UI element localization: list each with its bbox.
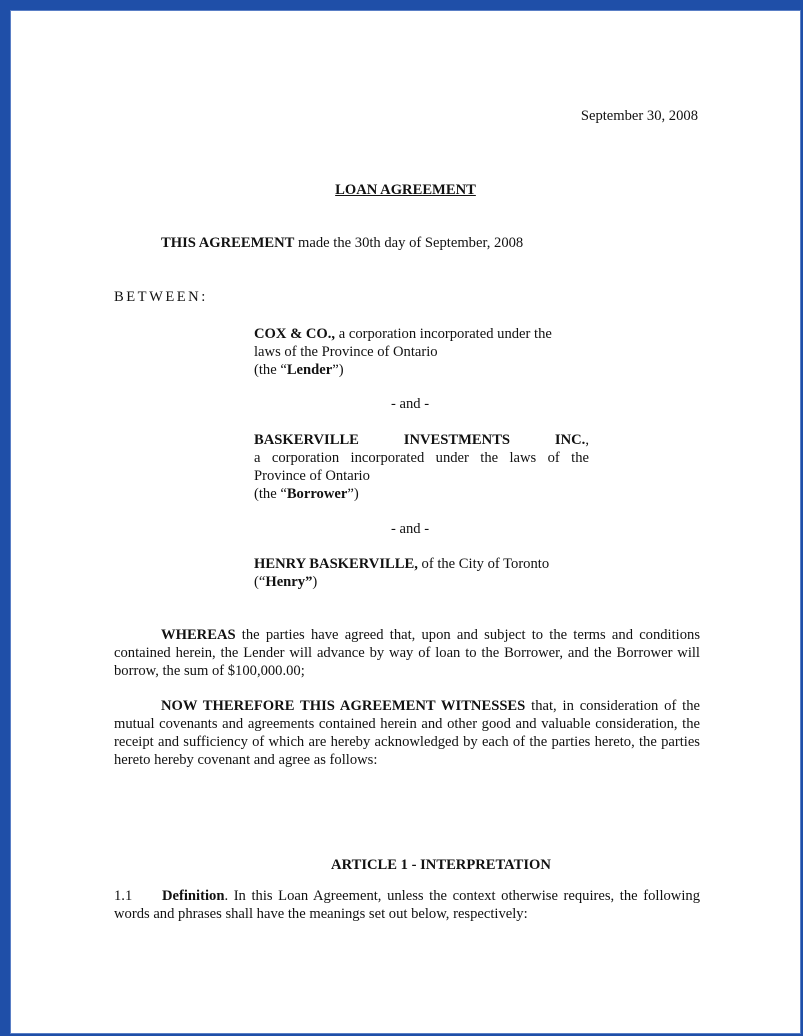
henry-role-open: (“ [254, 574, 266, 590]
whereas-paragraph [114, 626, 700, 680]
section-number: 1.1 [114, 888, 133, 904]
lender-role-close: ”) [332, 362, 344, 378]
agreement-made-bold: THIS AGREEMENT [161, 235, 295, 251]
section-1-1-paragraph [114, 887, 700, 923]
borrower-block [254, 431, 589, 503]
lender-name: COX & CO., [254, 326, 336, 342]
document-page [10, 10, 801, 1034]
borrower-role-open: (the “ [254, 486, 287, 502]
section-heading: Definition [162, 888, 225, 904]
agreement-made-line [161, 234, 523, 252]
lender-desc-2: laws of the Province of Ontario [254, 344, 438, 360]
lender-role: Lender [286, 362, 333, 378]
henry-block [254, 555, 589, 591]
borrower-desc: , a corporation incorporated under the laws of the Province of Ontario [254, 432, 589, 484]
whereas-text: the parties have agreed that, upon and subject to the terms and conditions contained herein, the Lender will advance by way of loan to the Borrower, and the Borrower will borrow, the sum of $100,000.00; [114, 627, 700, 679]
document-title: LOAN AGREEMENT [335, 182, 476, 198]
henry-desc: of the City of Toronto [417, 556, 550, 572]
section-text: . In this Loan Agreement, unless the context otherwise requires, the following words and phrases shall have the meanings set out below, respectively: [114, 888, 700, 922]
now-therefore-text: that, in consideration of the mutual covenants and agreements contained herein and other good and valuable consideration, the receipt and sufficiency of which are hereby acknowledged by each of the parties hereto, the parties hereto hereby covenant and agree as follows: [114, 698, 700, 768]
agreement-made-text: made the 30th day of September, 2008 [294, 235, 524, 251]
henry-name: HENRY BASKERVILLE, [254, 556, 418, 572]
lender-desc-1: a corporation incorporated under the [335, 326, 552, 342]
article-heading: ARTICLE 1 - INTERPRETATION [331, 857, 551, 873]
and-separator-2: - and - [391, 521, 430, 537]
borrower-description [254, 431, 589, 485]
now-therefore-bold: NOW THEREFORE THIS AGREEMENT WITNESSES [161, 698, 526, 714]
borrower-role-close: ”) [347, 486, 359, 502]
borrower-name: BASKERVILLE INVESTMENTS INC. [254, 432, 586, 448]
borrower-role: Borrower [286, 486, 348, 502]
and-separator-1: - and - [391, 396, 430, 412]
lender-block [254, 325, 589, 379]
now-therefore-paragraph [114, 697, 700, 769]
henry-role: Henry” [265, 574, 313, 590]
henry-role-close: ) [312, 574, 318, 590]
whereas-bold: WHEREAS [161, 627, 236, 643]
lender-role-open: (the “ [254, 362, 287, 378]
document-date: September 30, 2008 [580, 108, 698, 124]
between-label: BETWEEN: [114, 289, 208, 305]
